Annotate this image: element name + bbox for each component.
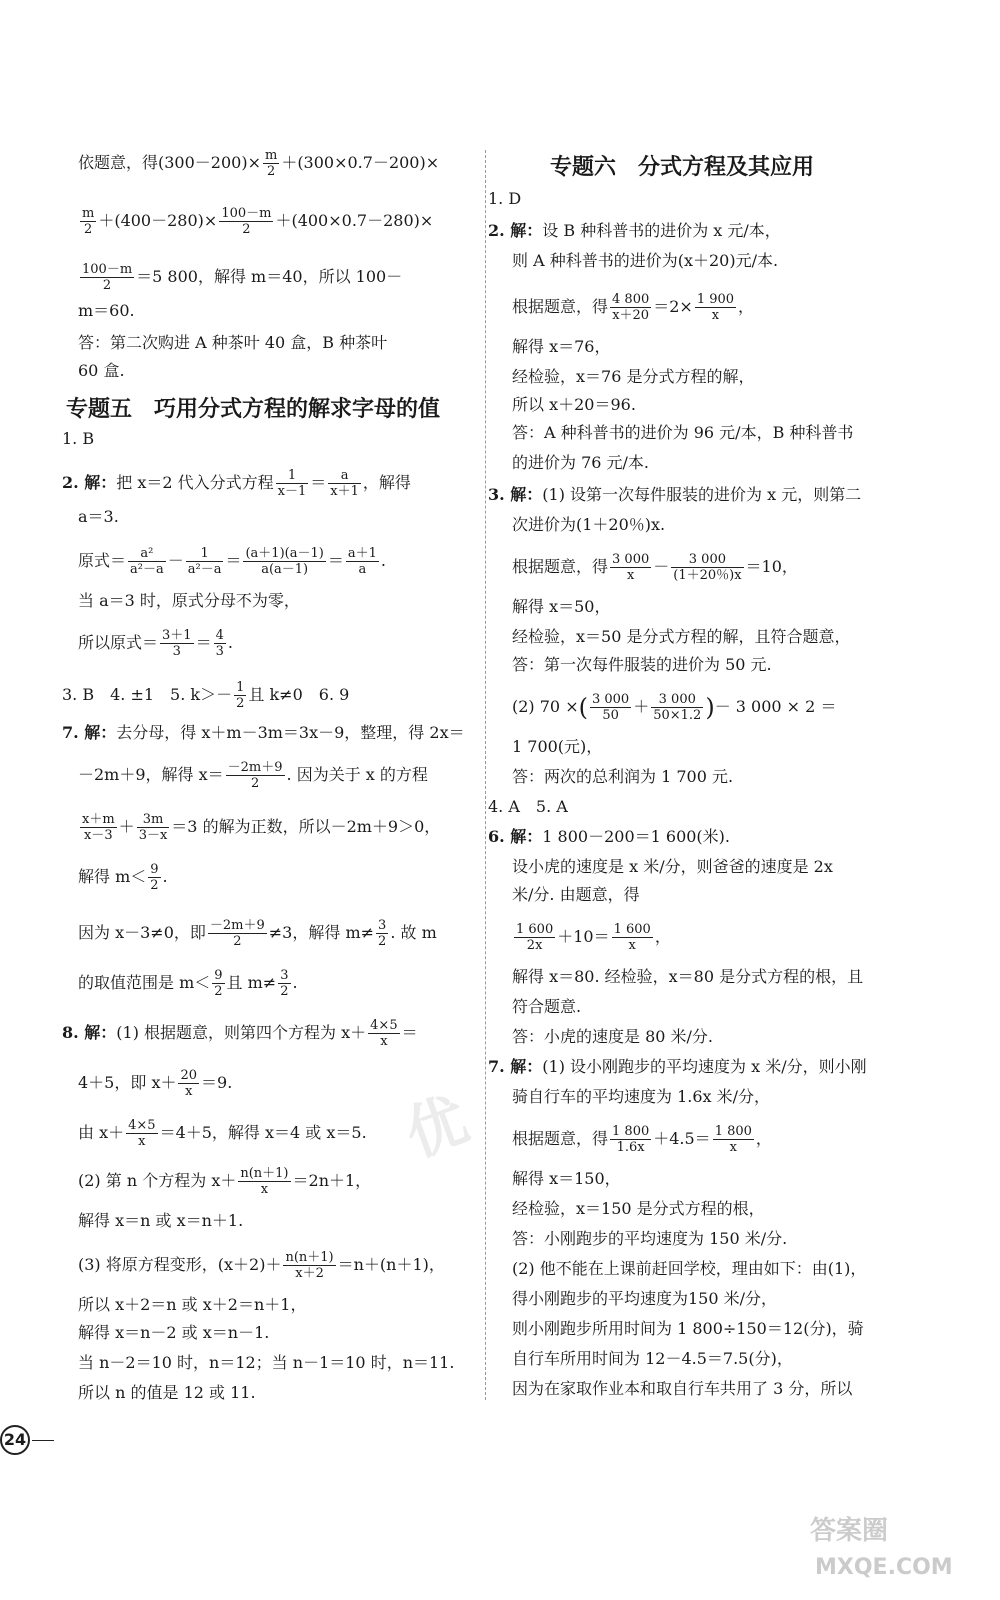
fraction: $\frac{\text{a²}}{\text{a²－a}}$ xyxy=(130,546,164,577)
paren-close: ) xyxy=(705,693,715,722)
text: . xyxy=(162,867,168,886)
text: － 3 000 × 2 ＝ xyxy=(714,697,837,716)
text: . xyxy=(380,551,386,570)
text-line: 所以 x＋2＝n 或 x＋2＝n＋1， xyxy=(78,1295,307,1314)
fraction: $\frac{a+1}{a}$ xyxy=(347,546,377,577)
text-line: 解得 x＝n－2 或 x＝n－1. xyxy=(78,1323,270,1342)
fraction: $\frac{20}{x}$ xyxy=(180,1068,198,1099)
text-line xyxy=(488,826,730,848)
text: ＝ xyxy=(401,1023,418,1042)
text-line: 解得 x＝80. 经检验，x＝80 是分式方程的根，且 xyxy=(512,967,864,986)
text: (1) 设小刚跑步的平均速度为 x 米/分，则小刚 xyxy=(542,1057,867,1076)
text: . xyxy=(292,973,298,992)
text: ＋ xyxy=(633,697,650,716)
text: ＝3 的解为正数，所以－2m＋9＞0， xyxy=(171,817,441,836)
fraction: $\frac{1 900}{x}$ xyxy=(696,292,735,323)
text-line: a＝3. xyxy=(78,507,119,526)
watermark-url: MXQE.COM xyxy=(815,1555,953,1580)
fraction: $\frac{3 000}{x}$ xyxy=(612,552,650,583)
text-line: 次进价为(1＋20％)x. xyxy=(512,515,666,534)
text-line: 答：小刚跑步的平均速度为 150 米/分. xyxy=(512,1229,788,1248)
fraction: $\frac{1}{2}$ xyxy=(236,680,245,711)
text: (1) 根据题意，则第四个方程为 x＋ xyxy=(116,1023,367,1042)
question-number: 7. 解： xyxy=(488,1057,543,1076)
question-number: 3. 解： xyxy=(488,485,543,504)
question-number: 6. 解： xyxy=(488,827,543,846)
text: . 因为关于 x 的方程 xyxy=(286,765,428,784)
text-line xyxy=(512,922,671,953)
text-line xyxy=(78,1068,232,1099)
text-line xyxy=(78,918,437,949)
text: (3) 将原方程变形，(x＋2)＋ xyxy=(78,1255,282,1274)
fraction: $\frac{m}{2}$ xyxy=(82,206,95,237)
text-line: 所以 n 的值是 12 或 11. xyxy=(78,1383,256,1402)
text: 根据题意，得 xyxy=(512,297,609,316)
fraction: $\frac{4 800}{x+20}$ xyxy=(612,292,650,323)
text-line: 自行车所用时间为 12－4.5＝7.5(分)， xyxy=(512,1349,793,1368)
text-line xyxy=(78,1250,445,1281)
text: ＋(400×0.7－280)× xyxy=(275,211,434,230)
text: ， xyxy=(755,1129,772,1148)
question-number: 7. 解： xyxy=(62,723,117,742)
text-line xyxy=(512,1124,772,1155)
column-divider xyxy=(485,150,486,1400)
fraction: $\frac{-2m+9}{2}$ xyxy=(209,918,265,949)
text-line xyxy=(488,484,861,506)
text-line: 1 700(元)， xyxy=(512,737,603,756)
text: ，解得 xyxy=(362,473,411,492)
text-line: 则小刚跑步所用时间为 1 800÷150＝12(分)，骑 xyxy=(512,1319,864,1338)
answer-line: 1. B xyxy=(62,429,95,448)
fraction: $\frac{4\times 5}{x}$ xyxy=(128,1118,156,1149)
watermark-stamp: 优 xyxy=(396,1084,477,1171)
text-line: 解得 x＝50， xyxy=(512,597,611,616)
text-line xyxy=(78,760,428,791)
text-line xyxy=(78,148,439,179)
text-line: (2) 他不能在上课前赶回学校，理由如下：由(1)， xyxy=(512,1259,867,1278)
text-line xyxy=(78,206,433,237)
section-heading: 专题六 分式方程及其应用 xyxy=(550,155,815,180)
text: ＋4.5＝ xyxy=(653,1129,711,1148)
text-line xyxy=(78,262,402,293)
fraction: $\frac{3+1}{3}$ xyxy=(162,628,192,659)
text: ＝ xyxy=(195,633,212,652)
fraction: $\frac{100-m}{2}$ xyxy=(82,262,133,293)
text: 4＋5，即 x＋ xyxy=(78,1073,177,1092)
page-number-badge: 24 xyxy=(0,1425,30,1455)
fraction: $\frac{4\times 5}{x}$ xyxy=(370,1018,398,1049)
text-line xyxy=(78,1118,367,1149)
text: ≠3，解得 m≠ xyxy=(268,923,375,942)
fraction: $\frac{1}{\text{a²－a}}$ xyxy=(187,546,222,577)
text-line: 所以 x＋20＝96. xyxy=(512,395,636,414)
text: 且 k≠0 6. 9 xyxy=(248,685,350,704)
question-number: 2. 解： xyxy=(62,473,117,492)
answer-line xyxy=(62,680,349,711)
fraction: $\frac{-2m+9}{2}$ xyxy=(227,760,283,791)
text-line xyxy=(78,628,233,659)
text-line: 经检验，x＝50 是分式方程的解，且符合题意， xyxy=(512,627,851,646)
answer-line: 1. D xyxy=(488,189,522,208)
page-number-dash xyxy=(32,1440,54,1441)
text: . 故 m xyxy=(390,923,437,942)
text: ＝2n＋1， xyxy=(292,1171,372,1190)
text-line xyxy=(512,292,754,323)
text-line: 设小虎的速度是 x 米/分，则爸爸的速度是 2x xyxy=(512,857,833,876)
text: 根据题意，得 xyxy=(512,557,609,576)
text: － xyxy=(653,557,670,576)
text: 根据题意，得 xyxy=(512,1129,609,1148)
text: 去分母，得 x＋m－3m＝3x－9，整理，得 2x＝ xyxy=(116,723,465,742)
text-line xyxy=(488,220,781,242)
text: ， xyxy=(654,927,671,946)
text-line: 60 盒. xyxy=(78,361,125,380)
text-line xyxy=(62,468,411,499)
text-line xyxy=(512,552,798,583)
text-line xyxy=(62,722,465,744)
question-number: 8. 解： xyxy=(62,1023,117,1042)
text-line: m＝60. xyxy=(78,301,135,320)
text-line: 因为在家取作业本和取自行车共用了 3 分，所以 xyxy=(512,1379,853,1398)
text: 依题意，得(300－200)× xyxy=(78,153,261,172)
fraction: $\frac{3}{2}$ xyxy=(280,968,289,999)
watermark-logo: 答案圈 xyxy=(810,1516,889,1546)
fraction: $\frac{n(n+1)}{x+2}$ xyxy=(285,1250,334,1281)
fraction: $\frac{m}{2}$ xyxy=(264,148,278,179)
text: 把 x＝2 代入分式方程 xyxy=(116,473,274,492)
text: － xyxy=(167,551,184,570)
text-line xyxy=(78,968,298,999)
text-line: 答：第二次购进 A 种茶叶 40 盒，B 种茶叶 xyxy=(78,333,388,352)
text-line xyxy=(78,862,168,893)
text-line: 符合题意. xyxy=(512,997,582,1016)
text: ＋(400－280)× xyxy=(98,211,218,230)
fraction: $\frac{x+m}{x-3}$ xyxy=(82,812,115,843)
text-line: 答：小虎的速度是 80 米/分. xyxy=(512,1027,714,1046)
fraction: $\frac{3 000}{50\times 1.2}$ xyxy=(653,692,702,723)
text-line: 经检验，x＝76 是分式方程的解， xyxy=(512,367,755,386)
text: ＋ xyxy=(118,817,135,836)
fraction: $\frac{3m}{3-x}$ xyxy=(138,812,168,843)
text: 1 800－200＝1 600(米). xyxy=(542,827,731,846)
text: ＝n＋(n＋1)， xyxy=(337,1255,445,1274)
fraction: $\frac{3 000}{(1+20\%)x}$ xyxy=(673,552,742,583)
text: ＋(300×0.7－200)× xyxy=(281,153,440,172)
text-line xyxy=(78,812,440,843)
text: ＝ xyxy=(310,473,327,492)
text: 因为 x－3≠0，即 xyxy=(78,923,206,942)
fraction: $\frac{9}{2}$ xyxy=(214,968,223,999)
text-line: 则 A 种科普书的进价为(x＋20)元/本. xyxy=(512,251,779,270)
text: 解得 m＜ xyxy=(78,867,147,886)
fraction: $\frac{1}{x-1}$ xyxy=(277,468,307,499)
text-line xyxy=(512,692,836,723)
section-heading: 专题五 巧用分式方程的解求字母的值 xyxy=(66,397,441,422)
fraction: $\frac{1 800}{1.6x}$ xyxy=(612,1124,650,1155)
text: ＝2× xyxy=(653,297,693,316)
text-line: 当 n－2＝10 时，n＝12；当 n－1＝10 时，n＝11. xyxy=(78,1353,455,1372)
text: 由 x＋ xyxy=(78,1123,125,1142)
fraction: $\frac{3}{2}$ xyxy=(378,918,387,949)
text-line: 答：两次的总利润为 1 700 元. xyxy=(512,767,734,786)
text: . xyxy=(227,633,233,652)
text: ＝5 800，解得 m＝40，所以 100－ xyxy=(136,267,403,286)
text: 原式＝ xyxy=(78,551,127,570)
fraction: $\frac{1 800}{x}$ xyxy=(714,1124,752,1155)
text: ， xyxy=(738,297,755,316)
text-line: 解得 x＝76， xyxy=(512,337,611,356)
text: (1) 设第一次每件服装的进价为 x 元，则第二 xyxy=(542,485,862,504)
text-line: 经检验，x＝150 是分式方程的根， xyxy=(512,1199,765,1218)
text-line xyxy=(62,1018,418,1049)
text: ＝10， xyxy=(745,557,798,576)
text-line xyxy=(78,1166,371,1197)
text: ＝9. xyxy=(201,1073,233,1092)
text: ＋10＝ xyxy=(557,927,610,946)
text: 的取值范围是 m＜ xyxy=(78,973,211,992)
text-line xyxy=(488,1056,867,1078)
question-number: 2. 解： xyxy=(488,221,543,240)
fraction: $\frac{1 600}{2x}$ xyxy=(516,922,554,953)
text: (2) 70 × xyxy=(512,697,579,716)
page-number xyxy=(0,1425,54,1455)
text-line: 解得 x＝n 或 x＝n＋1. xyxy=(78,1211,244,1230)
fraction: $\frac{(a+1)(a-1)}{a(a-1)}$ xyxy=(245,546,324,577)
text: 3. B 4. ±1 5. k＞－ xyxy=(62,685,233,704)
text-line: 答：A 种科普书的进价为 96 元/本，B 种科普书 xyxy=(512,423,854,442)
fraction: $\frac{1 600}{x}$ xyxy=(613,922,651,953)
text: ＝ xyxy=(225,551,242,570)
text-line: 当 a＝3 时，原式分母不为零， xyxy=(78,591,300,610)
text-line: 解得 x＝150， xyxy=(512,1169,621,1188)
fraction: $\frac{9}{2}$ xyxy=(150,862,159,893)
fraction: $\frac{n(n+1)}{x}$ xyxy=(240,1166,289,1197)
fraction: $\frac{a}{x+1}$ xyxy=(330,468,359,499)
answer-line: 4. A 5. A xyxy=(488,797,568,816)
text-line: 答：第一次每件服装的进价为 50 元. xyxy=(512,655,772,674)
text: 设 B 种科普书的进价为 x 元/本， xyxy=(542,221,781,240)
fraction: $\frac{3 000}{50}$ xyxy=(591,692,630,723)
text-line: 骑自行车的平均速度为 1.6x 米/分， xyxy=(512,1087,771,1106)
text-line: 米/分. 由题意，得 xyxy=(512,885,640,904)
text: －2m＋9，解得 x＝ xyxy=(78,765,224,784)
text: 且 m≠ xyxy=(226,973,277,992)
text: ＝4＋5，解得 x＝4 或 x＝5. xyxy=(159,1123,367,1142)
text-line: 得小刚跑步的平均速度为150 米/分， xyxy=(512,1289,778,1308)
text: ＝ xyxy=(327,551,344,570)
text-line: 的进价为 76 元/本. xyxy=(512,453,650,472)
text-line xyxy=(78,546,386,577)
text: (2) 第 n 个方程为 x＋ xyxy=(78,1171,237,1190)
paren-open: ( xyxy=(578,693,588,722)
fraction: $\frac{4}{3}$ xyxy=(215,628,224,659)
text: 所以原式＝ xyxy=(78,633,159,652)
fraction: $\frac{100-m}{2}$ xyxy=(221,206,272,237)
